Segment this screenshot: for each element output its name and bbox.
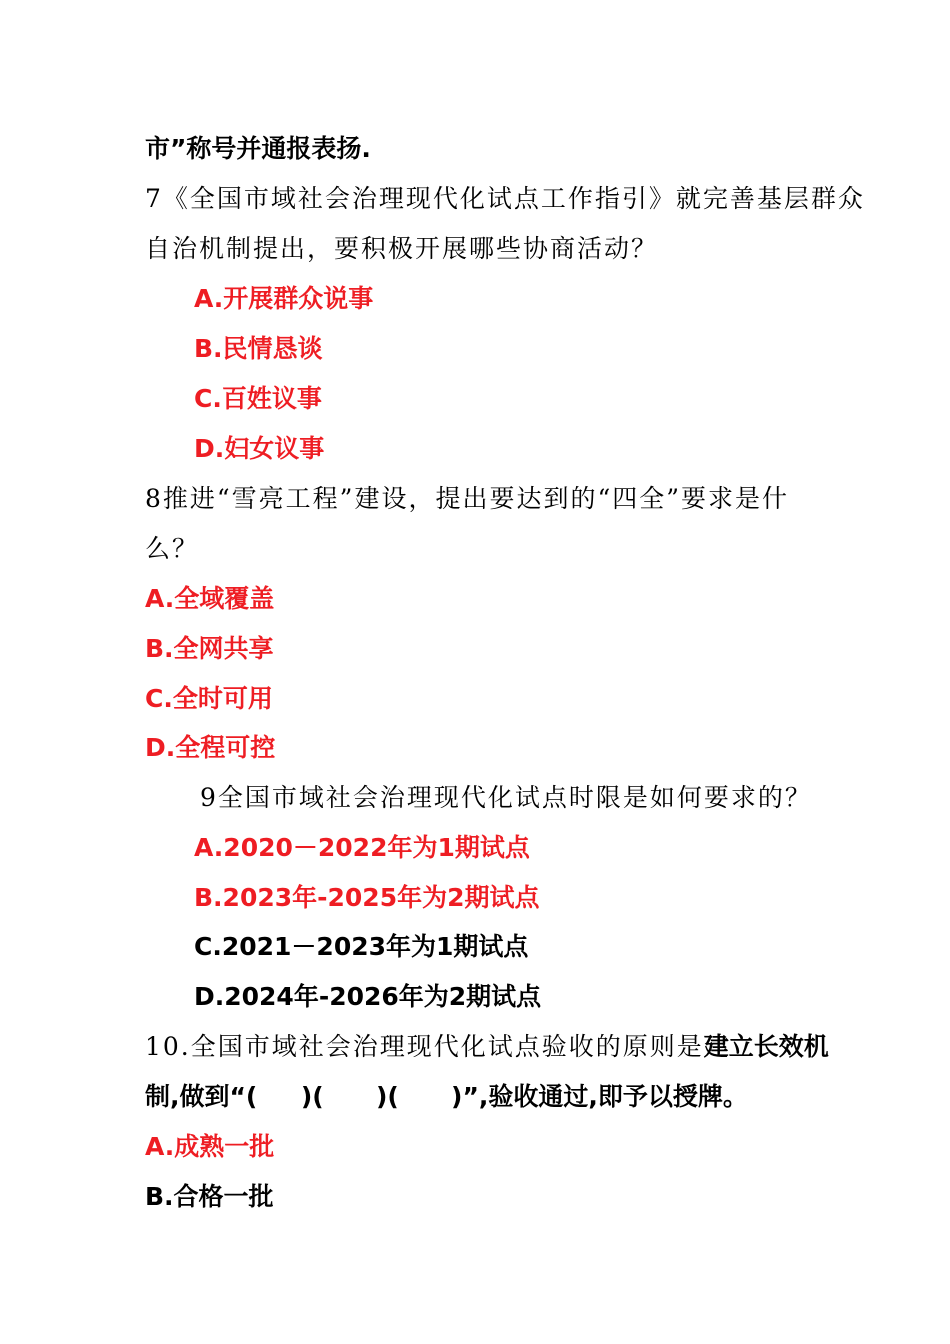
question-8-option-b: B.全网共享 (145, 634, 274, 663)
question-10-option-b: B.合格一批 (145, 1182, 274, 1211)
question-8-line-2: 么？ (145, 534, 200, 563)
question-8-option-c: C.全时可用 (145, 684, 273, 713)
question-10-text: 10.全国市域社会治理现代化试点验收的原则是 (145, 1032, 704, 1061)
question-7-line-1: 7《全国市域社会治理现代化试点工作指引》就完善基层群众 (145, 184, 865, 213)
question-9-option-b: B.2023年-2025年为2期试点 (194, 883, 540, 912)
question-10-line-1 (145, 1030, 829, 1065)
question-8-line-1: 8推进“雪亮工程”建设，提出要达到的“四全”要求是什 (145, 484, 790, 513)
question-10-line-2: 制,做到“( )( )( )”,验收通过,即予以授牌。 (145, 1082, 748, 1111)
question-9-line-1: 9全国市域社会治理现代化试点时限是如何要求的？ (200, 783, 812, 812)
continued-text-line: 市”称号并通报表扬. (145, 134, 371, 163)
question-9-option-a: A.2020－2022年为1期试点 (194, 833, 530, 862)
question-7-line-2: 自治机制提出，要积极开展哪些协商活动？ (145, 234, 659, 263)
question-7-option-b: B.民情恳谈 (194, 334, 323, 363)
question-8-option-d: D.全程可控 (145, 733, 276, 762)
question-7-option-c: C.百姓议事 (194, 384, 322, 413)
question-7-option-d: D.妇女议事 (194, 434, 325, 463)
question-9-option-d: D.2024年-2026年为2期试点 (194, 982, 542, 1011)
question-8-option-a: A.全域覆盖 (145, 584, 275, 613)
question-10-option-a: A.成熟一批 (145, 1132, 275, 1161)
question-10-emphasis: 建立长效机 (703, 1032, 829, 1061)
question-9-option-c: C.2021－2023年为1期试点 (194, 932, 529, 961)
question-7-option-a: A.开展群众说事 (194, 284, 374, 313)
